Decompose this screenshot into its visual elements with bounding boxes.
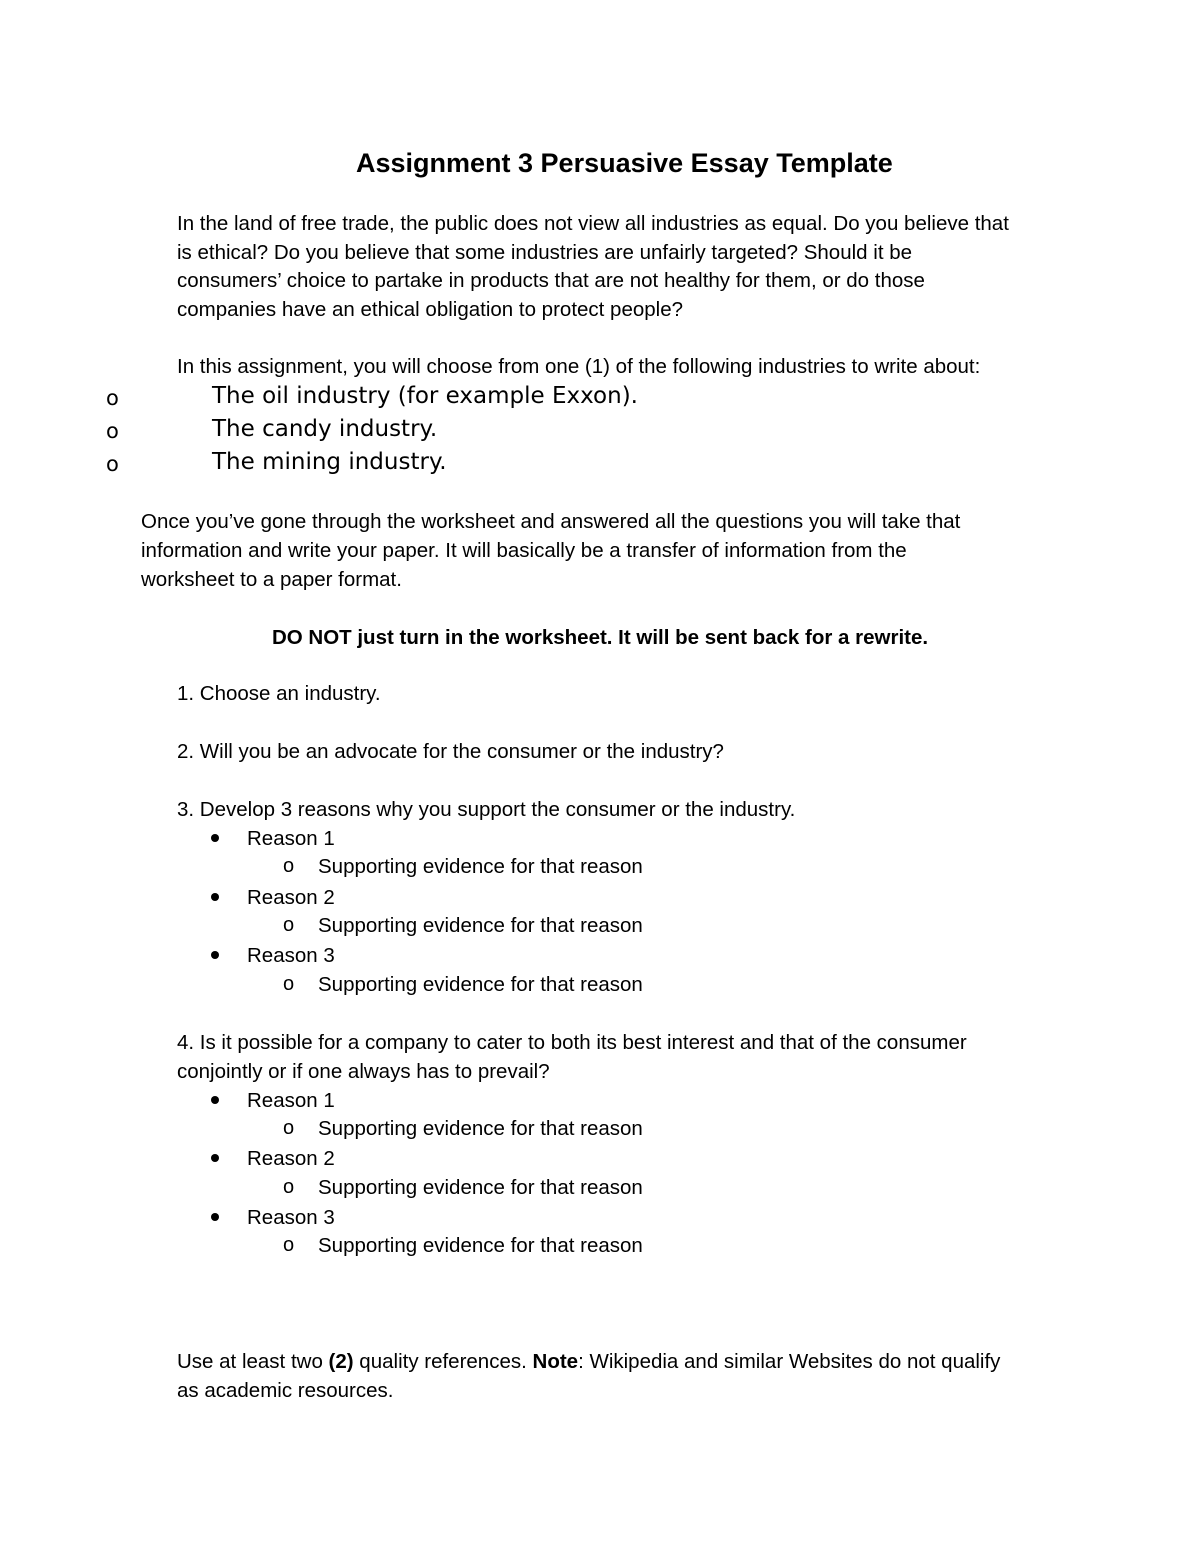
refs-text: Use at least two (177, 1350, 329, 1373)
intro-line: consumers’ choice to partake in products that are not healthy for them, or do those (177, 269, 925, 292)
refs-text: quality references. (353, 1350, 533, 1373)
evidence-item: Supporting evidence for that reason (318, 1176, 643, 1199)
page-title: Assignment 3 Persuasive Essay Template (356, 148, 893, 178)
bullet-icon (211, 834, 219, 842)
bullet-icon (211, 1154, 219, 1162)
evidence-item: Supporting evidence for that reason (318, 1234, 643, 1257)
worksheet-line: Once you’ve gone through the worksheet and answered all the questions you will take that (141, 510, 961, 533)
reason-item: Reason 1 (247, 827, 335, 850)
intro-line: is ethical? Do you believe that some industries are unfairly targeted? Should it be (177, 241, 913, 264)
reason-item: Reason 3 (247, 944, 335, 967)
bullet-icon (211, 951, 219, 959)
list-marker: o (106, 419, 119, 443)
choose-line: In this assignment, you will choose from one (1) of the following industries to write about: (177, 355, 981, 378)
references-line (177, 1347, 1000, 1376)
list-marker: o (283, 914, 295, 936)
list-marker: o (283, 1176, 295, 1198)
list-marker: o (283, 973, 295, 995)
industry-item: The candy industry. (212, 416, 438, 442)
reason-item: Reason 3 (247, 1206, 335, 1229)
refs-note-label: Note (532, 1350, 579, 1373)
references-line: as academic resources. (177, 1379, 394, 1402)
step-2: 2. Will you be an advocate for the consumer or the industry? (177, 740, 724, 763)
reason-item: Reason 1 (247, 1089, 335, 1112)
bullet-icon (211, 893, 219, 901)
list-marker: o (283, 1234, 295, 1256)
bullet-icon (211, 1213, 219, 1221)
step-1: 1. Choose an industry. (177, 682, 381, 705)
intro-line: companies have an ethical obligation to protect people? (177, 298, 684, 321)
bullet-icon (211, 1096, 219, 1104)
worksheet-line: worksheet to a paper format. (141, 568, 402, 591)
refs-text: : Wikipedia and similar Websites do not qualify (578, 1350, 1001, 1373)
list-marker: o (106, 386, 119, 410)
evidence-item: Supporting evidence for that reason (318, 1117, 643, 1140)
list-marker: o (106, 452, 119, 476)
intro-line: In the land of free trade, the public does not view all industries as equal. Do you believe that (177, 212, 1009, 235)
list-marker: o (283, 1117, 295, 1139)
step-3: 3. Develop 3 reasons why you support the consumer or the industry. (177, 798, 796, 821)
evidence-item: Supporting evidence for that reason (318, 855, 643, 878)
industry-item: The mining industry. (212, 449, 447, 475)
reason-item: Reason 2 (247, 1147, 335, 1170)
industry-item: The oil industry (for example Exxon). (212, 383, 638, 409)
reason-item: Reason 2 (247, 886, 335, 909)
refs-bold: (2) (328, 1350, 354, 1373)
evidence-item: Supporting evidence for that reason (318, 973, 643, 996)
step-4: conjointly or if one always has to prevail? (177, 1060, 550, 1083)
list-marker: o (283, 855, 295, 877)
evidence-item: Supporting evidence for that reason (318, 914, 643, 937)
worksheet-line: information and write your paper. It will basically be a transfer of information from the (141, 539, 907, 562)
step-4: 4. Is it possible for a company to cater to both its best interest and that of the consumer (177, 1031, 967, 1054)
warning-text: DO NOT just turn in the worksheet. It will be sent back for a rewrite. (271, 626, 929, 649)
